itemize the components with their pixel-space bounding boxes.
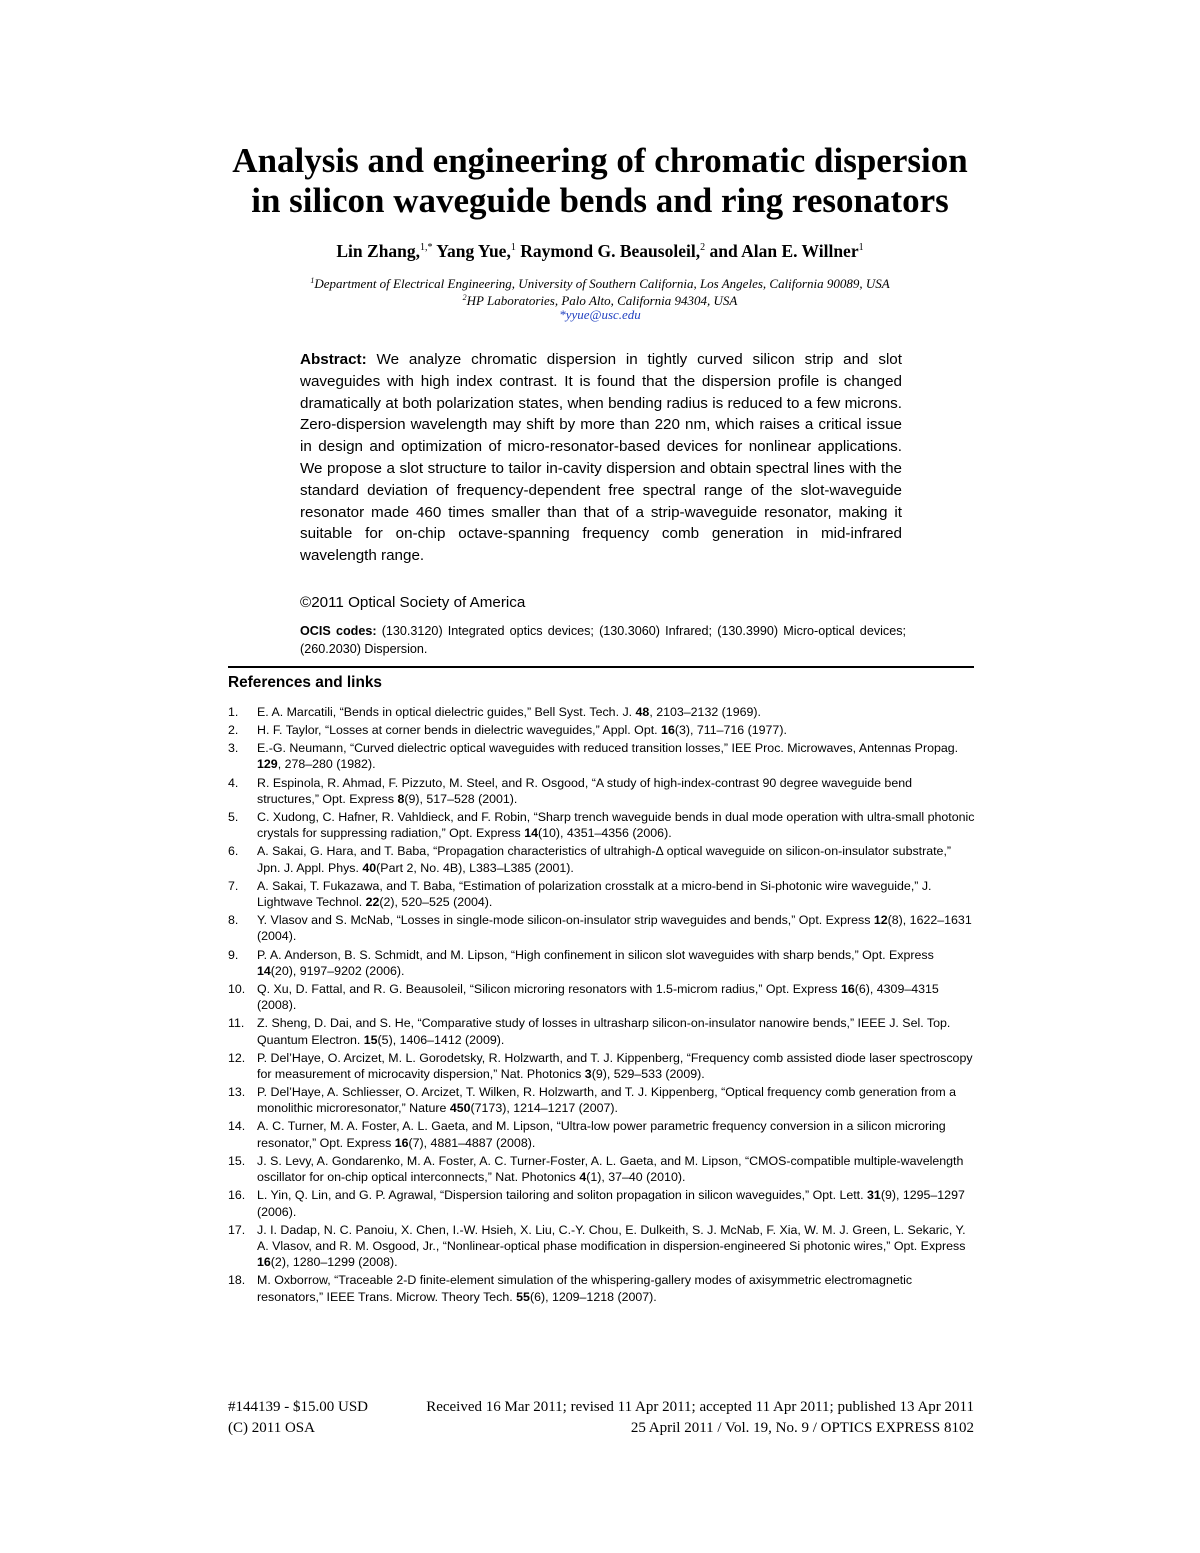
reference-text: P. Del’Haye, A. Schliesser, O. Arcizet, T. Wilken, R. Holzwarth, and T. J. Kippenberg, “Optical frequency comb generation from a monolithic microresonator,” Nature xyxy=(257,1085,957,1116)
reference-volume: 14 xyxy=(257,963,271,978)
reference-item xyxy=(228,878,976,911)
reference-pages: (2), 1280–1299 (2008). xyxy=(270,1255,398,1270)
author-affil-mark: 1,* xyxy=(420,242,433,253)
reference-volume: 14 xyxy=(524,826,538,841)
reference-number: 7. xyxy=(228,878,239,893)
abstract-text: We analyze chromatic dispersion in tightly curved silicon strip and slot waveguides with high index contrast. It is found that the dispersion profile is changed dramatically at both polarization states, when bending radius is reduced to a few microns. Zero-dispersion wavelength may shift by more than 220 nm, which raises a critical issue in design and optimization of micro-resonator-based devices for nonlinear applications. We propose a slot structure to tailor in-cavity dispersion and obtain spectral lines with the standard deviation of frequency-dependent free spectral range of the slot-waveguide resonator made 460 times smaller than that of a strip-waveguide resonator, making it suitable for on-chip octave-spanning frequency comb generation in mid-infrared wavelength range. xyxy=(300,351,902,565)
copyright-notice: ©2011 Optical Society of America xyxy=(300,594,526,611)
reference-volume: 16 xyxy=(394,1135,409,1150)
reference-volume: 48 xyxy=(635,705,650,719)
reference-text: P. A. Anderson, B. S. Schmidt, and M. Lipson, “High confinement in silicon slot waveguides with sharp bends,” Opt. Express xyxy=(257,947,934,962)
author-name: Lin Zhang, xyxy=(336,241,421,261)
reference-number: 3. xyxy=(228,741,239,756)
reference-text: Q. Xu, D. Fattal, and R. G. Beausoleil, “Silicon microring resonators with 1.5-microm radius,” Opt. Express xyxy=(257,981,841,996)
reference-number: 6. xyxy=(228,844,239,859)
reference-number: 8. xyxy=(228,913,239,928)
ocis-label: OCIS codes: xyxy=(300,624,377,638)
reference-text: L. Yin, Q. Lin, and G. P. Agrawal, “Dispersion tailoring and soliton propagation in silicon waveguides,” Opt. Lett. xyxy=(257,1188,868,1203)
reference-pages: (5), 1406–1412 (2009). xyxy=(377,1032,505,1047)
ocis-text: (130.3120) Integrated optics devices; (130.3060) Infrared; (130.3990) Micro-optical devices; (260.2030) Dispersion. xyxy=(300,624,907,656)
reference-text: P. Del’Haye, O. Arcizet, M. L. Gorodetsky, R. Holzwarth, and T. J. Kippenberg, “Frequency comb assisted diode laser spectroscopy for measurement of microcavity dispersion,” Nat. Photonics xyxy=(257,1050,973,1081)
publication-history: Received 16 Mar 2011; revised 11 Apr 2011; accepted 11 Apr 2011; published 13 Apr 2011 xyxy=(426,1399,974,1415)
reference-number: 2. xyxy=(228,723,239,738)
title-line-1: Analysis and engineering of chromatic dispersion xyxy=(232,141,968,180)
reference-pages: , 2103–2132 (1969). xyxy=(649,705,761,719)
reference-item xyxy=(228,775,976,808)
reference-pages: (Part 2, No. 4B), L383–L385 (2001). xyxy=(376,860,574,875)
author-name: Yang Yue, xyxy=(432,241,511,261)
reference-number: 5. xyxy=(228,809,239,824)
reference-volume: 12 xyxy=(873,913,888,928)
reference-number: 12. xyxy=(228,1050,246,1065)
reference-pages: (20), 9197–9202 (2006). xyxy=(270,963,405,978)
reference-pages: (9), 517–528 (2001). xyxy=(404,791,518,806)
reference-text: R. Espinola, R. Ahmad, F. Pizzuto, M. Steel, and R. Osgood, “A study of high-index-contrast 90 degree waveguide bend structures,” Opt. Express xyxy=(257,775,913,806)
reference-number: 15. xyxy=(228,1153,246,1168)
affiliation-text: Department of Electrical Engineering, University of Southern California, Los Angeles, California 90089, USA xyxy=(314,276,890,291)
reference-item xyxy=(228,843,976,876)
reference-text: A. Sakai, T. Fukazawa, and T. Baba, “Estimation of polarization crosstalk at a micro-bend in Si-photonic wire waveguide,” J. Lightwave Technol. xyxy=(257,878,932,910)
reference-item xyxy=(228,1118,976,1151)
affil-mark: 2 xyxy=(462,293,467,302)
reference-pages: , 278–280 (1982). xyxy=(277,757,376,772)
author-affil-mark: 1 xyxy=(858,242,864,253)
reference-list xyxy=(228,704,976,1307)
reference-item xyxy=(228,947,976,980)
reference-pages: (6), 4309–4315 (2008). xyxy=(257,981,939,1013)
reference-text: Y. Vlasov and S. McNab, “Losses in single-mode silicon-on-insulator strip waveguides and bends,” Opt. Express xyxy=(257,913,874,928)
reference-number: 9. xyxy=(228,947,239,962)
abstract-label: Abstract: xyxy=(300,351,367,368)
reference-pages: (8), 1622–1631 (2004). xyxy=(257,913,972,944)
reference-number: 18. xyxy=(228,1273,246,1288)
footer-row-1 xyxy=(228,1397,974,1418)
reference-item xyxy=(228,1153,976,1186)
reference-volume: 55 xyxy=(516,1289,530,1304)
reference-item xyxy=(228,704,976,720)
reference-item xyxy=(228,1272,976,1305)
reference-volume: 129 xyxy=(257,757,278,772)
reference-volume: 16 xyxy=(661,723,675,738)
reference-text: J. S. Levy, A. Gondarenko, M. A. Foster, A. C. Turner-Foster, A. L. Gaeta, and M. Lipson, “CMOS-compatible multiple-wavelength oscillator for on-chip optical interconnects,” Nat. Photonics xyxy=(257,1153,964,1185)
author-list xyxy=(180,241,1020,262)
reference-pages: (7173), 1214–1217 (2007). xyxy=(470,1101,618,1116)
reference-volume: 16 xyxy=(840,981,855,996)
reference-volume: 22 xyxy=(365,895,380,910)
reference-volume: 31 xyxy=(867,1188,881,1203)
author-affil-mark: 1 xyxy=(510,242,516,253)
reference-volume: 3 xyxy=(584,1067,592,1081)
title-line-2: in silicon waveguide bends and ring resonators xyxy=(251,181,949,220)
reference-text: M. Oxborrow, “Traceable 2-D finite-element simulation of the whispering-gallery modes of axisymmetric electromagnetic resonators,” IEEE Trans. Microw. Theory Tech. xyxy=(257,1273,913,1304)
reference-item xyxy=(228,1084,976,1117)
reference-volume: 40 xyxy=(362,860,377,875)
references-heading: References and links xyxy=(228,674,382,691)
page-footer xyxy=(228,1397,974,1439)
footer-row-2 xyxy=(228,1418,974,1439)
reference-pages: (3), 711–716 (1977). xyxy=(674,723,787,738)
reference-volume: 15 xyxy=(363,1032,378,1047)
reference-text: E.-G. Neumann, “Curved dielectric optical waveguides with reduced transition losses,” IEE Proc. Microwaves, Antennas Propag. xyxy=(257,741,959,756)
reference-text: A. Sakai, G. Hara, and T. Baba, “Propagation characteristics of ultrahigh-Δ optical waveguide on silicon-on-insulator substrate,” Jpn. J. Appl. Phys. xyxy=(257,844,952,875)
reference-volume: 16 xyxy=(257,1255,271,1270)
reference-pages: (9), 1295–1297 (2006). xyxy=(257,1188,965,1219)
ocis-codes xyxy=(300,622,906,658)
reference-number: 14. xyxy=(228,1119,246,1134)
reference-volume: 4 xyxy=(579,1170,587,1185)
author-name: Raymond G. Beausoleil, xyxy=(515,241,701,261)
email-link[interactable]: *yyue@usc.edu xyxy=(559,307,641,322)
reference-item xyxy=(228,912,976,945)
reference-item xyxy=(228,1222,976,1271)
affil-mark: 1 xyxy=(310,276,315,285)
reference-pages: (10), 4351–4356 (2006). xyxy=(538,826,672,841)
reference-number: 13. xyxy=(228,1085,246,1100)
reference-item xyxy=(228,1050,976,1083)
reference-item xyxy=(228,740,976,773)
reference-text: C. Xudong, C. Hafner, R. Vahldieck, and F. Robin, “Sharp trench waveguide bends in dual mode operation with ultra-small photonic crystals for suppressing radiation,” Opt. Express xyxy=(257,809,975,841)
reference-volume: 450 xyxy=(449,1101,471,1116)
reference-text: A. C. Turner, M. A. Foster, A. L. Gaeta, and M. Lipson, “Ultra-low power parametric frequency conversion in a silicon microring resonator,” Opt. Express xyxy=(257,1119,946,1150)
reference-number: 10. xyxy=(228,981,246,996)
paper-title xyxy=(180,141,1020,221)
corresponding-email xyxy=(180,307,1020,323)
reference-number: 1. xyxy=(228,705,239,719)
reference-text: H. F. Taylor, “Losses at corner bends in dielectric waveguides,” Appl. Opt. xyxy=(257,723,662,738)
reference-pages: (9), 529–533 (2009). xyxy=(591,1067,705,1081)
reference-pages: (7), 4881–4887 (2008). xyxy=(408,1135,536,1150)
reference-pages: (1), 37–40 (2010). xyxy=(586,1170,686,1185)
journal-citation: 25 April 2011 / Vol. 19, No. 9 / OPTICS EXPRESS 8102 xyxy=(630,1420,974,1436)
affiliation-text: HP Laboratories, Palo Alto, California 94304, USA xyxy=(466,293,738,308)
reference-item xyxy=(228,981,976,1014)
reference-pages: (6), 1209–1218 (2007). xyxy=(529,1289,657,1304)
reference-item xyxy=(228,722,976,738)
reference-item xyxy=(228,1015,976,1048)
reference-number: 11. xyxy=(228,1016,245,1031)
section-divider xyxy=(228,666,974,668)
reference-item xyxy=(228,809,976,842)
author-affil-mark: 2 xyxy=(700,242,706,253)
osa-copyright: (C) 2011 OSA xyxy=(228,1420,315,1436)
reference-text: J. I. Dadap, N. C. Panoiu, X. Chen, I.-W. Hsieh, X. Liu, C.-Y. Chou, E. Dulkeith, S. J. McNab, F. Xia, W. M. J. Green, L. Sekaric, Y. A. Vlasov, and R. M. Osgood, Jr., “Nonlinear-optical phase modification in dispersion-engineered Si photonic wires,” Opt. Express xyxy=(257,1222,966,1253)
abstract xyxy=(300,349,902,567)
reference-number: 16. xyxy=(228,1188,246,1203)
reference-text: Z. Sheng, D. Dai, and S. He, “Comparative study of losses in ultrasharp silicon-on-insulator nanowire bends,” IEEE J. Sel. Top. Quantum Electron. xyxy=(257,1016,951,1047)
reference-pages: (2), 520–525 (2004). xyxy=(379,895,493,910)
reference-volume: 8 xyxy=(397,791,405,806)
reference-text: E. A. Marcatili, “Bends in optical dielectric guides,” Bell Syst. Tech. J. xyxy=(257,705,636,719)
reference-item xyxy=(228,1187,976,1220)
reference-number: 17. xyxy=(228,1222,246,1237)
author-name: and Alan E. Willner xyxy=(705,241,859,261)
article-id-price: #144139 - $15.00 USD xyxy=(228,1399,369,1415)
reference-number: 4. xyxy=(228,775,239,790)
